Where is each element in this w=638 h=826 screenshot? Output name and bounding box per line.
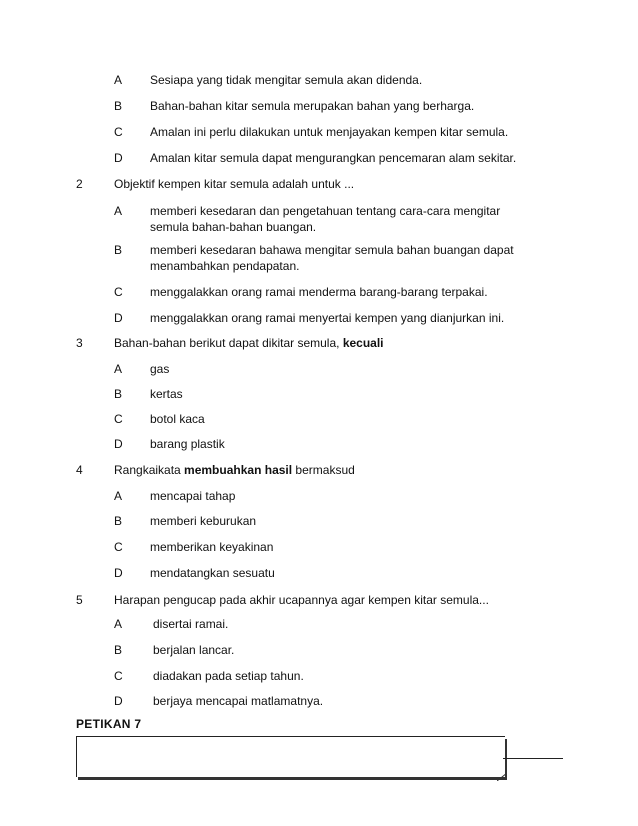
q1-option-b-text: Bahan-bahan kitar semula merupakan bahan yang berharga.: [150, 99, 475, 113]
q2-stem: Objektif kempen kitar semula adalah untuk ...: [114, 177, 355, 191]
q5-option-a-letter: A: [114, 617, 123, 631]
q2-number: 2: [76, 177, 83, 191]
q4-option-d-text: mendatangkan sesuatu: [150, 566, 275, 580]
q4-option-c-letter: C: [114, 540, 123, 554]
q4-option-c-text: memberikan keyakinan: [150, 540, 274, 554]
q4-option-a-letter: A: [114, 489, 123, 503]
page-fold-icon: [497, 773, 507, 781]
q4-number: 4: [76, 463, 83, 477]
q1-option-a-text: Sesiapa yang tidak mengitar semula akan didenda.: [150, 73, 423, 87]
q5-option-c-letter: C: [114, 669, 123, 683]
q5-option-a-text: disertai ramai.: [153, 617, 229, 631]
q2-option-c-letter: C: [114, 285, 123, 299]
q2-option-d-letter: D: [114, 311, 123, 325]
q2-option-b-letter: B: [114, 243, 123, 257]
q3-option-d-letter: D: [114, 437, 123, 451]
q1-option-b-letter: B: [114, 99, 123, 113]
q5-option-b-text: berjalan lancar.: [153, 643, 235, 657]
q5-option-d-letter: D: [114, 694, 123, 708]
q3-stem: [114, 336, 384, 351]
q4-stem-text-before: Rangkaikata: [114, 463, 185, 477]
q2-option-b-text: memberi kesedaran bahawa mengitar semula bahan buangan dapat menambahkan pendapatan.: [150, 243, 514, 273]
q3-number: 3: [76, 336, 83, 350]
q1-option-a-letter: A: [114, 73, 123, 87]
q2-option-a-text: memberi kesedaran dan pengetahuan tentang cara-cara mengitar semula bahan-bahan buangan.: [150, 204, 501, 234]
q5-option-d-text: berjaya mencapai matlamatnya.: [153, 694, 324, 708]
q2-option-a-letter: A: [114, 204, 123, 218]
q2-option-d-text: menggalakkan orang ramai menyertai kempen yang dianjurkan ini.: [150, 311, 505, 325]
q4-option-b-letter: B: [114, 514, 123, 528]
q3-option-c-text: botol kaca: [150, 412, 205, 426]
q2-option-c-text: menggalakkan orang ramai menderma barang-barang terpakai.: [150, 285, 488, 299]
q1-option-c-letter: C: [114, 125, 123, 139]
q3-option-b-text: kertas: [150, 387, 183, 401]
q3-option-c-letter: C: [114, 412, 123, 426]
q4-stem: [114, 463, 355, 478]
q1-option-c-text: Amalan ini perlu dilakukan untuk menjayakan kempen kitar semula.: [150, 125, 509, 139]
q1-option-d-letter: D: [114, 151, 123, 165]
q4-stem-text-after: bermaksud: [292, 463, 355, 477]
q4-option-d-letter: D: [114, 566, 123, 580]
q3-option-b-letter: B: [114, 387, 123, 401]
q5-number: 5: [76, 593, 83, 607]
q4-stem-emphasis: membuahkan hasil: [184, 463, 293, 477]
q3-option-a-letter: A: [114, 362, 123, 376]
q3-option-d-text: barang plastik: [150, 437, 225, 451]
q3-stem-text: Bahan-bahan berikut dapat dikitar semula,: [114, 336, 343, 350]
q3-stem-emphasis: kecuali: [342, 336, 384, 350]
q5-option-b-letter: B: [114, 643, 123, 657]
passage-box-rule: [503, 758, 563, 759]
q3-option-a-text: gas: [150, 362, 170, 376]
passage-box: [76, 736, 505, 777]
section-heading: PETIKAN 7: [76, 717, 142, 731]
q1-option-d-text: Amalan kitar semula dapat mengurangkan pencemaran alam sekitar.: [150, 151, 517, 165]
q4-option-b-text: memberi keburukan: [150, 514, 257, 528]
q4-option-a-text: mencapai tahap: [150, 489, 236, 503]
q5-option-c-text: diadakan pada setiap tahun.: [153, 669, 304, 683]
q5-stem: Harapan pengucap pada akhir ucapannya agar kempen kitar semula...: [114, 593, 489, 607]
